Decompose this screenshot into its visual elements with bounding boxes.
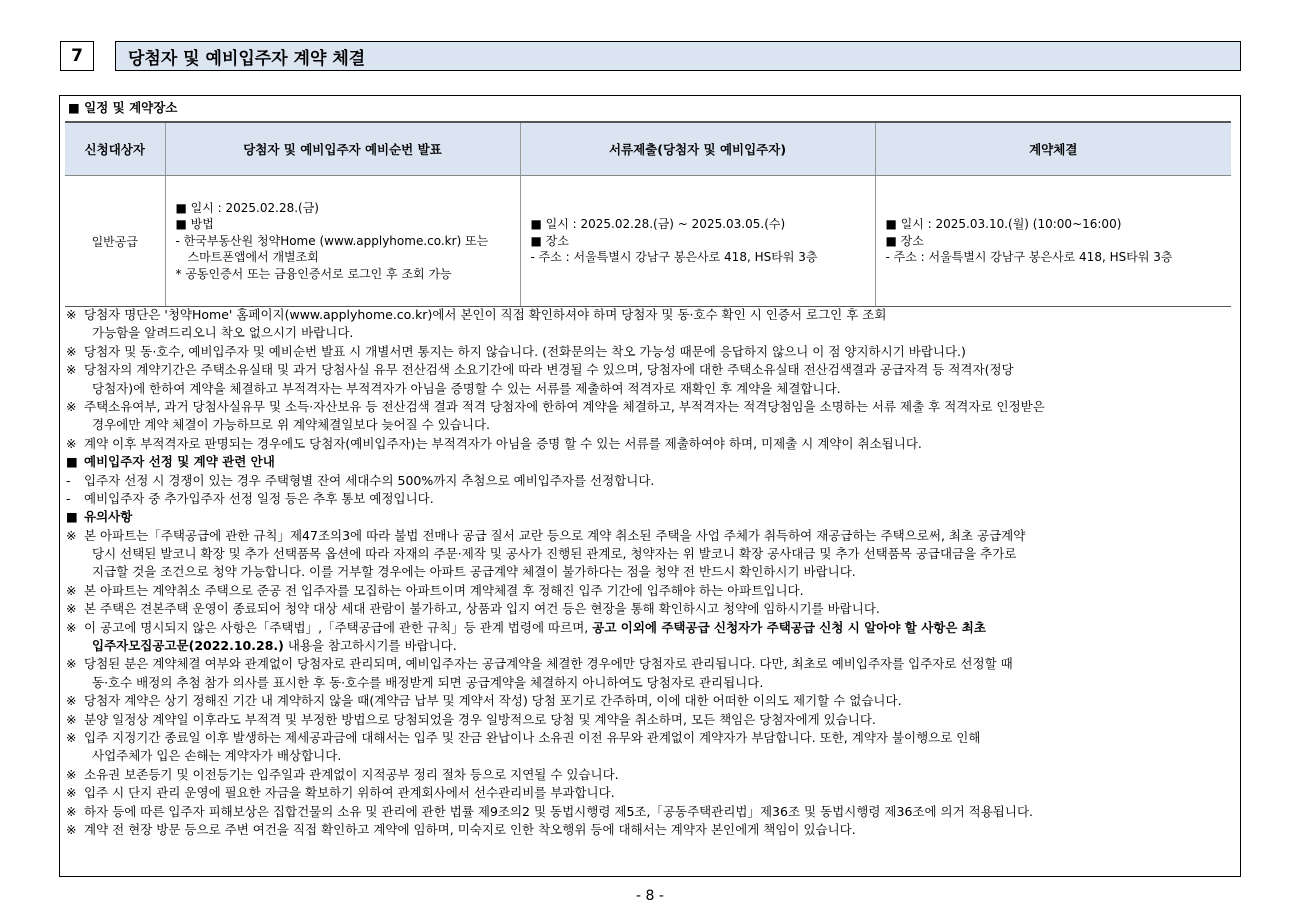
note-line — [66, 803, 1236, 821]
notes-list — [66, 306, 1236, 839]
note-text: 유의사항 — [84, 509, 133, 525]
note-line — [66, 711, 1236, 729]
contract-line: - 주소 : 서울특별시 강남구 봉은사로 418, HS타워 3층 — [885, 250, 1173, 265]
note-text: 계약 전 현장 방문 등으로 주변 여건을 직접 확인하고 계약에 임하며, 미숙지로 인한 착오행위 등에 대해서는 계약자 본인에게 책임이 있습니다. — [84, 821, 856, 837]
note-text: 본 주택은 견본주택 운영이 종료되어 청약 대상 세대 관람이 불가하고, 상품과 입지 여건 등은 현장을 통해 확인하시고 청약에 임하시기를 바랍니다. — [84, 601, 880, 617]
note-text: 본 아파트는「주택공급에 관한 규칙」제47조의3에 따라 불법 전매나 공급 질서 교란 등으로 계약 취소된 주택을 사업 주체가 취득하여 재공급하는 주택으로써, 최초 공급계약 — [84, 527, 1026, 543]
note-line — [66, 343, 1236, 361]
note-line — [66, 563, 1236, 581]
note-marker: - — [66, 472, 71, 488]
note-marker: ※ — [66, 821, 77, 837]
note-text: 경우에만 계약 체결이 가능하므로 위 계약체결일보다 늦어질 수 있습니다. — [92, 417, 491, 433]
note-line — [66, 435, 1236, 453]
note-line — [66, 674, 1236, 692]
note-text: 이 공고에 명시되지 않은 사항은「주택법」,「주택공급에 관한 규칙」등 관계 법령에 따르며, — [84, 619, 589, 635]
column-header-documents: 서류제출(당첨자 및 예비입주자) — [520, 122, 875, 176]
note-text: 당시 선택된 발코니 확장 및 추가 선택품목 옵션에 따라 자재의 주문·제작 및 공사가 진행된 관계로, 청약자는 위 발코니 확장 공사대금 및 추가 선택품목 공급대금을 추가로 — [92, 546, 1017, 562]
note-line — [66, 784, 1236, 802]
note-line — [66, 398, 1236, 416]
note-text: 당첨자 계약은 상기 정해진 기간 내 계약하지 않을 때(계약금 납부 및 계약서 작성) 당첨 포기로 간주하며, 이에 대한 어떠한 이의도 제기할 수 없습니다. — [84, 693, 902, 709]
note-text: 계약 이후 부적격자로 판명되는 경우에도 당첨자(예비입주자)는 부적격자가 아님을 증명 할 수 있는 서류를 제출하여야 하며, 미제출 시 계약이 취소됩니다. — [84, 435, 922, 451]
note-text: 당첨자)에 한하여 계약을 체결하고 부적격자는 부적격자가 아님을 증명할 수 있는 서류를 제출하여 적격자로 재확인 후 계약을 체결합니다. — [92, 380, 841, 396]
note-tail: 내용을 참고하시기를 바랍니다. — [283, 638, 457, 654]
note-marker: ※ — [66, 527, 77, 543]
note-text: 당첨자 및 동·호수, 예비입주자 및 예비순번 발표 시 개별서면 통지는 하지 않습니다. (전화문의는 착오 가능성 때문에 응답하지 않으니 이 점 양지하시기 바랍니다.) — [84, 343, 966, 359]
note-line — [66, 692, 1236, 710]
note-line — [66, 729, 1236, 747]
note-marker: ※ — [66, 601, 77, 617]
note-text: 입주 지정기간 종료일 이후 발생하는 제세공과금에 대해서는 입주 및 잔금 완납이나 소유권 이전 유무와 관계없이 계약자가 부담합니다. 또한, 계약자 불이행으로 인해 — [84, 729, 981, 745]
note-text: 본 아파트는 계약취소 주택으로 준공 전 입주자를 모집하는 아파트이며 계약체결 후 정해진 입주 기간에 입주해야 하는 아파트입니다. — [84, 582, 804, 598]
schedule-heading: ■ 일정 및 계약장소 — [68, 100, 178, 115]
note-marker: ※ — [66, 803, 77, 819]
announce-line: ■ 일시 : 2025.02.28.(금) — [175, 200, 319, 215]
note-text: 당첨자 명단은 '청약Home' 홈페이지(www.applyhome.co.kr)에서 본인이 직접 확인하셔야 하며 당첨자 및 동·호수 확인 시 인증서 로그인 후 조회 — [84, 307, 887, 322]
note-text: 사업주체가 입은 손해는 계약자가 배상합니다. — [92, 748, 342, 764]
note-marker: ※ — [66, 343, 77, 359]
note-line — [66, 527, 1236, 545]
note-marker: ※ — [66, 582, 77, 598]
note-marker: ※ — [66, 766, 77, 782]
section-title: 당첨자 및 예비입주자 계약 체결 — [115, 41, 1241, 71]
contract-line: ■ 일시 : 2025.03.10.(월) (10:00~16:00) — [885, 217, 1122, 232]
note-emphasis: 공고 이외에 주택공급 신청자가 주택공급 신청 시 알아야 할 사항은 최초 — [592, 619, 986, 635]
note-marker: ※ — [66, 398, 77, 414]
page-number: - 8 - — [636, 888, 664, 904]
note-marker: ※ — [66, 307, 77, 322]
note-text: 분양 일정상 계약일 이후라도 부적격 및 부정한 방법으로 당첨되었을 경우 일방적으로 당첨 및 계약을 취소하며, 모든 책임은 당첨자에게 있습니다. — [84, 711, 876, 727]
note-line — [66, 306, 1236, 324]
note-marker: ■ — [66, 454, 78, 470]
note-text: 하자 등에 따른 입주자 피해보상은 집합건물의 소유 및 관리에 관한 법률 제9조의2 및 동법시행령 제5조,「공동주택관리법」제36조 및 동법시행령 제36조에 의거 적용됩니다. — [84, 803, 1033, 819]
documents-cell — [520, 176, 875, 307]
column-header-target: 신청대상자 — [65, 122, 165, 176]
note-line — [66, 472, 1236, 490]
contract-line: ■ 장소 — [885, 233, 924, 248]
documents-line: ■ 일시 : 2025.02.28.(금) ~ 2025.03.05.(수) — [530, 217, 786, 232]
documents-line: - 주소 : 서울특별시 강남구 봉은사로 418, HS타워 3층 — [530, 250, 818, 265]
note-line — [66, 361, 1236, 379]
content-frame — [59, 95, 1241, 877]
note-line — [66, 545, 1236, 563]
note-line — [66, 380, 1236, 398]
note-line — [66, 490, 1236, 508]
documents-line: ■ 장소 — [530, 233, 569, 248]
note-line — [66, 416, 1236, 434]
note-line — [66, 766, 1236, 784]
note-marker: ※ — [66, 729, 77, 745]
note-text: 입주자 선정 시 경쟁이 있는 경우 주택형별 잔여 세대수의 500%까지 추첨으로 예비입주자를 선정합니다. — [84, 472, 655, 488]
column-header-contract: 계약체결 — [875, 122, 1231, 176]
note-text: 입주 시 단지 관리 운영에 필요한 자금을 확보하기 위하여 관계회사에서 선수관리비를 부과합니다. — [84, 785, 615, 801]
note-text: 소유권 보존등기 및 이전등기는 입주일과 관계없이 지적공부 정리 절차 등으로 지연될 수 있습니다. — [84, 766, 619, 782]
note-text: 지급할 것을 조건으로 청약 가능합니다. 이를 거부할 경우에는 아파트 공급계약 체결이 불가하다는 점을 청약 전 반드시 확인하시기 바랍니다. — [92, 564, 856, 580]
note-marker: ※ — [66, 435, 77, 451]
column-header-announce: 당첨자 및 예비입주자 예비순번 발표 — [165, 122, 520, 176]
announce-line: - 한국부동산원 청약Home (www.applyhome.co.kr) 또는 — [175, 233, 489, 248]
note-line — [66, 600, 1236, 618]
note-marker: ■ — [66, 509, 78, 525]
note-text: 당첨자의 계약기간은 주택소유실태 및 과거 당첨사실 유무 전산검색 소요기간에 따라 변경될 수 있으며, 당첨자에 대한 주택소유실태 전산검색결과 공급자격 등 적격자(정당 — [84, 362, 1014, 378]
target-cell: 일반공급 — [65, 176, 165, 307]
note-marker: ※ — [66, 619, 77, 635]
note-marker: ※ — [66, 711, 77, 727]
note-line — [66, 324, 1236, 342]
note-line — [66, 619, 1236, 637]
note-text: 예비입주자 선정 및 계약 관련 안내 — [84, 454, 275, 470]
note-text: 동·호수 배정의 추첨 참가 의사를 표시한 후 동·호수를 배정받게 되면 공급계약을 체결하지 아니하여도 당첨자로 관리됩니다. — [92, 674, 764, 690]
schedule-table — [65, 121, 1231, 307]
note-line — [66, 821, 1236, 839]
note-marker: - — [66, 490, 71, 506]
note-marker: ※ — [66, 362, 77, 378]
contract-cell — [875, 176, 1231, 307]
notes-subheading — [66, 508, 1236, 526]
note-marker: ※ — [66, 785, 77, 801]
announce-cell — [165, 176, 520, 307]
note-line — [66, 637, 1236, 655]
announce-line: 스마트폰앱에서 개별조회 — [187, 250, 319, 265]
note-line — [66, 747, 1236, 765]
announce-line: ■ 방법 — [175, 217, 214, 232]
note-text: 주택소유여부, 과거 당첨사실유무 및 소득·자산보유 등 전산검색 결과 적격 당첨자에 한하여 계약을 체결하고, 부적격자는 적격당첨임을 소명하는 서류 제출 후 적격자로 인정받은 — [84, 398, 1045, 414]
note-marker: ※ — [66, 656, 77, 672]
note-emphasis: 입주자모집공고문(2022.10.28.) — [92, 638, 284, 654]
note-text: 예비입주자 중 추가입주자 선정 일정 등은 추후 통보 예정입니다. — [84, 490, 434, 506]
section-number: 7 — [60, 41, 94, 71]
note-marker: ※ — [66, 693, 77, 709]
note-line — [66, 582, 1236, 600]
note-line — [66, 655, 1236, 673]
announce-line: * 공동인증서 또는 금융인증서로 로그인 후 조회 가능 — [175, 266, 452, 281]
notes-subheading — [66, 453, 1236, 471]
note-text: 가능함을 알려드리오니 착오 없으시기 바랍니다. — [92, 325, 354, 341]
note-text: 당첨된 분은 계약체결 여부와 관계없이 당첨자로 관리되며, 예비입주자는 공급계약을 체결한 경우에만 당첨자로 관리됩니다. 다만, 최초로 예비입주자를 입주자로 선정할 때 — [84, 656, 1013, 672]
